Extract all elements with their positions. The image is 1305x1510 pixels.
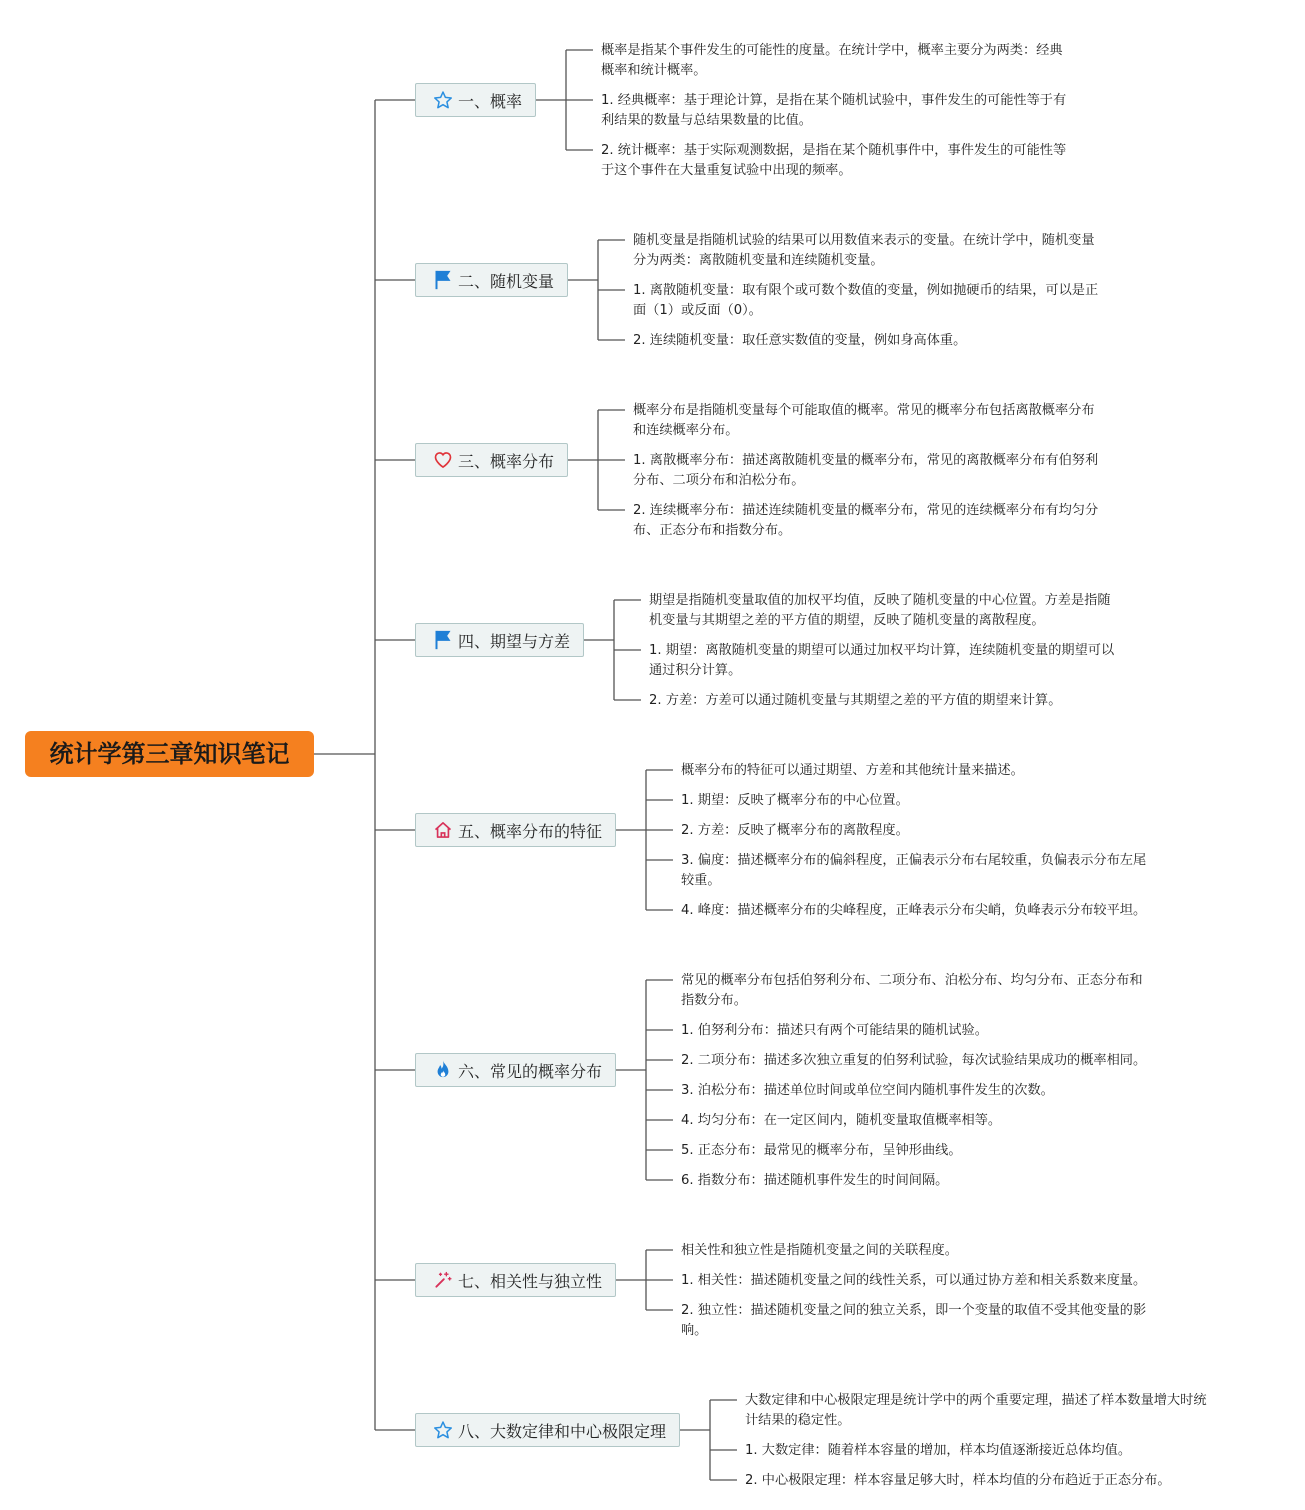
note-line: 利结果的数量与总结果数量的比值。 [601,113,812,128]
branch-topic[interactable] [415,1413,680,1447]
note-line: 响。 [681,1323,708,1338]
branch-title: 三、概率分布 [458,451,555,471]
note-line: 5. 正态分布：最常见的概率分布，呈钟形曲线。 [681,1143,962,1158]
note-text[interactable] [681,761,1024,781]
note-line: 2. 方差：方差可以通过随机变量与其期望之差的平方值的期望来计算。 [649,693,1062,708]
branch-title: 五、概率分布的特征 [458,821,603,841]
note-text[interactable] [633,501,1098,541]
branch-topic[interactable] [415,83,536,117]
heart-icon [432,449,454,471]
note-line: 分为两类：离散随机变量和连续随机变量。 [633,253,884,268]
fire-icon [432,1059,454,1081]
note-text[interactable] [681,1141,962,1161]
branch-topic[interactable] [415,1053,616,1087]
note-line: 3. 泊松分布：描述单位时间或单位空间内随机事件发生的次数。 [681,1083,1054,1098]
root-topic[interactable]: 统计学第三章知识笔记 [25,731,314,777]
branch-topic[interactable] [415,443,568,477]
note-line: 机变量与其期望之差的平方值的期望，反映了随机变量的离散程度。 [649,613,1045,628]
note-text[interactable] [681,971,1143,1011]
note-line: 常见的概率分布包括伯努利分布、二项分布、泊松分布、均匀分布、正态分布和 [681,973,1143,988]
flag-icon [432,269,454,291]
magic-wand-icon [432,1269,454,1291]
branch-title: 八、大数定律和中心极限定理 [458,1421,667,1441]
note-text[interactable] [681,1271,1146,1291]
note-text[interactable] [681,1111,1001,1131]
note-line: 布、正态分布和指数分布。 [633,523,792,538]
note-text[interactable] [681,851,1146,891]
note-line: 较重。 [681,873,721,888]
note-text[interactable] [745,1391,1207,1431]
note-text[interactable] [681,1301,1146,1341]
note-text[interactable] [681,1081,1054,1101]
note-text[interactable] [681,901,1146,921]
branch-topic[interactable] [415,623,584,657]
note-line: 分布、二项分布和泊松分布。 [633,473,805,488]
note-line: 2. 中心极限定理：样本容量足够大时，样本均值的分布趋近于正态分布。 [745,1473,1171,1488]
star-icon [432,1419,454,1441]
note-line: 随机变量是指随机试验的结果可以用数值来表示的变量。在统计学中，随机变量 [633,233,1095,248]
note-text[interactable] [649,591,1111,631]
branch-topic[interactable] [415,813,616,847]
note-line: 1. 伯努利分布：描述只有两个可能结果的随机试验。 [681,1023,988,1038]
home-icon [432,819,454,841]
note-line: 2. 方差：反映了概率分布的离散程度。 [681,823,909,838]
note-line: 2. 二项分布：描述多次独立重复的伯努利试验，每次试验结果成功的概率相同。 [681,1053,1147,1068]
note-line: 概率分布是指随机变量每个可能取值的概率。常见的概率分布包括离散概率分布 [633,403,1095,418]
note-text[interactable] [681,1171,948,1191]
note-text[interactable] [633,231,1095,271]
note-line: 指数分布。 [681,993,747,1008]
note-text[interactable] [681,1241,958,1261]
note-line: 4. 峰度：描述概率分布的尖峰程度，正峰表示分布尖峭，负峰表示分布较平坦。 [681,903,1147,918]
note-line: 概率和统计概率。 [601,63,707,78]
note-line: 概率分布的特征可以通过期望、方差和其他统计量来描述。 [681,763,1024,778]
note-line: 6. 指数分布：描述随机事件发生的时间间隔。 [681,1173,949,1188]
branch-title: 六、常见的概率分布 [458,1061,603,1081]
note-line: 通过积分计算。 [649,663,742,678]
note-line: 2. 连续概率分布：描述连续随机变量的概率分布，常见的连续概率分布有均匀分 [633,503,1099,518]
note-text[interactable] [633,331,966,351]
note-line: 2. 统计概率：基于实际观测数据，是指在某个随机事件中，事件发生的可能性等 [601,143,1067,158]
note-line: 2. 独立性：描述随机变量之间的独立关系，即一个变量的取值不受其他变量的影 [681,1303,1147,1318]
star-icon [432,89,454,111]
note-text[interactable] [601,91,1066,131]
branch-topic[interactable] [415,1263,616,1297]
note-line: 于这个事件在大量重复试验中出现的频率。 [601,163,852,178]
note-line: 相关性和独立性是指随机变量之间的关联程度。 [681,1243,958,1258]
note-text[interactable] [745,1441,1131,1461]
note-line: 3. 偏度：描述概率分布的偏斜程度，正偏表示分布右尾较重，负偏表示分布左尾 [681,853,1147,868]
note-text[interactable] [649,641,1114,681]
note-line: 期望是指随机变量取值的加权平均值，反映了随机变量的中心位置。方差是指随 [649,593,1111,608]
note-text[interactable] [745,1471,1171,1491]
branch-title: 七、相关性与独立性 [458,1271,603,1291]
note-line: 1. 相关性：描述随机变量之间的线性关系，可以通过协方差和相关系数来度量。 [681,1273,1147,1288]
note-line: 面（1）或反面（0）。 [633,303,762,318]
note-text[interactable] [649,691,1061,711]
note-line: 1. 离散概率分布：描述离散随机变量的概率分布，常见的离散概率分布有伯努利 [633,453,1099,468]
note-text[interactable] [681,821,909,841]
note-line: 1. 经典概率：基于理论计算，是指在某个随机试验中，事件发生的可能性等于有 [601,93,1067,108]
note-line: 大数定律和中心极限定理是统计学中的两个重要定理，描述了样本数量增大时统 [745,1393,1207,1408]
flag-icon [432,629,454,651]
branch-title: 一、概率 [458,91,523,111]
note-text[interactable] [633,451,1098,491]
note-text[interactable] [601,141,1066,181]
note-line: 计结果的稳定性。 [745,1413,851,1428]
branch-title: 二、随机变量 [458,271,555,291]
note-text[interactable] [681,1051,1146,1071]
note-text[interactable] [601,41,1063,81]
note-line: 1. 离散随机变量：取有限个或可数个数值的变量，例如抛硬币的结果，可以是正 [633,283,1099,298]
note-line: 4. 均匀分布：在一定区间内，随机变量取值概率相等。 [681,1113,1002,1128]
note-line: 1. 期望：离散随机变量的期望可以通过加权平均计算，连续随机变量的期望可以 [649,643,1115,658]
note-text[interactable] [681,791,909,811]
note-line: 2. 连续随机变量：取任意实数值的变量，例如身高体重。 [633,333,967,348]
note-line: 1. 期望：反映了概率分布的中心位置。 [681,793,909,808]
note-text[interactable] [681,1021,988,1041]
note-line: 和连续概率分布。 [633,423,739,438]
branch-title: 四、期望与方差 [458,631,571,651]
note-text[interactable] [633,281,1098,321]
branch-topic[interactable] [415,263,568,297]
note-line: 概率是指某个事件发生的可能性的度量。在统计学中，概率主要分为两类：经典 [601,43,1063,58]
note-line: 1. 大数定律：随着样本容量的增加，样本均值逐渐接近总体均值。 [745,1443,1132,1458]
note-text[interactable] [633,401,1095,441]
